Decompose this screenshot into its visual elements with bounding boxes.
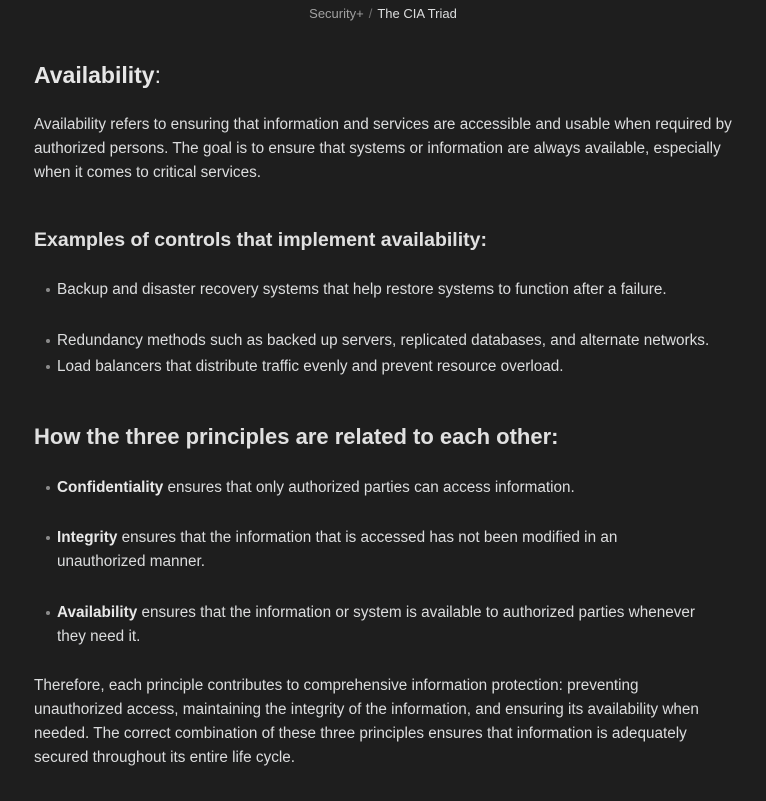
conclusion-paragraph: Therefore, each principle contributes to comprehensive information protection: preventing unauthorized access, maintaining the integrity of the information, and ensuring its availability when needed. The correct combination of these three principles ensures that information is adequately secured throughout its entire life cycle.	[34, 677, 699, 766]
list-item-text: ensures that only authorized parties can access information.	[163, 479, 575, 496]
list-item-text: Load balancers that distribute traffic evenly and prevent resource overload.	[57, 358, 564, 375]
list-item	[57, 355, 742, 379]
breadcrumb-current: The CIA Triad	[377, 6, 457, 21]
page-title-colon: :	[154, 62, 161, 88]
list-item-text: Redundancy methods such as backed up servers, replicated databases, and alternate networks.	[57, 332, 710, 349]
bullet-icon	[46, 288, 50, 292]
list-item-text: ensures that the information that is accessed has not been modified in an unauthorized manner.	[57, 529, 618, 570]
examples-heading: Examples of controls that implement availability:	[34, 229, 487, 251]
breadcrumb	[0, 6, 766, 22]
list-item	[57, 329, 742, 353]
term-integrity: Integrity	[57, 529, 118, 546]
list-item-text: Backup and disaster recovery systems that help restore systems to function after a failure.	[57, 281, 667, 298]
list-item	[57, 526, 657, 574]
list-item	[57, 601, 727, 649]
list-item	[57, 476, 742, 500]
page-title-text: Availability	[34, 62, 155, 88]
term-availability: Availability	[57, 604, 138, 621]
bullet-icon	[46, 365, 50, 369]
list-item-text: ensures that the information or system is available to authorized parties whenever they need it.	[57, 604, 695, 645]
bullet-icon	[46, 486, 50, 490]
intro-paragraph: Availability refers to ensuring that information and services are accessible and usable when required by authorized persons. The goal is to ensure that systems or information are always available, especially when it comes to critical services.	[34, 116, 732, 181]
relations-heading: How the three principles are related to each other:	[34, 424, 559, 449]
bullet-icon	[46, 536, 50, 540]
breadcrumb-separator: /	[368, 6, 373, 21]
bullet-icon	[46, 339, 50, 343]
term-confidentiality: Confidentiality	[57, 479, 164, 496]
page-title	[34, 60, 161, 90]
breadcrumb-parent[interactable]: Security+	[309, 6, 364, 21]
list-item	[57, 278, 742, 302]
bullet-icon	[46, 611, 50, 615]
